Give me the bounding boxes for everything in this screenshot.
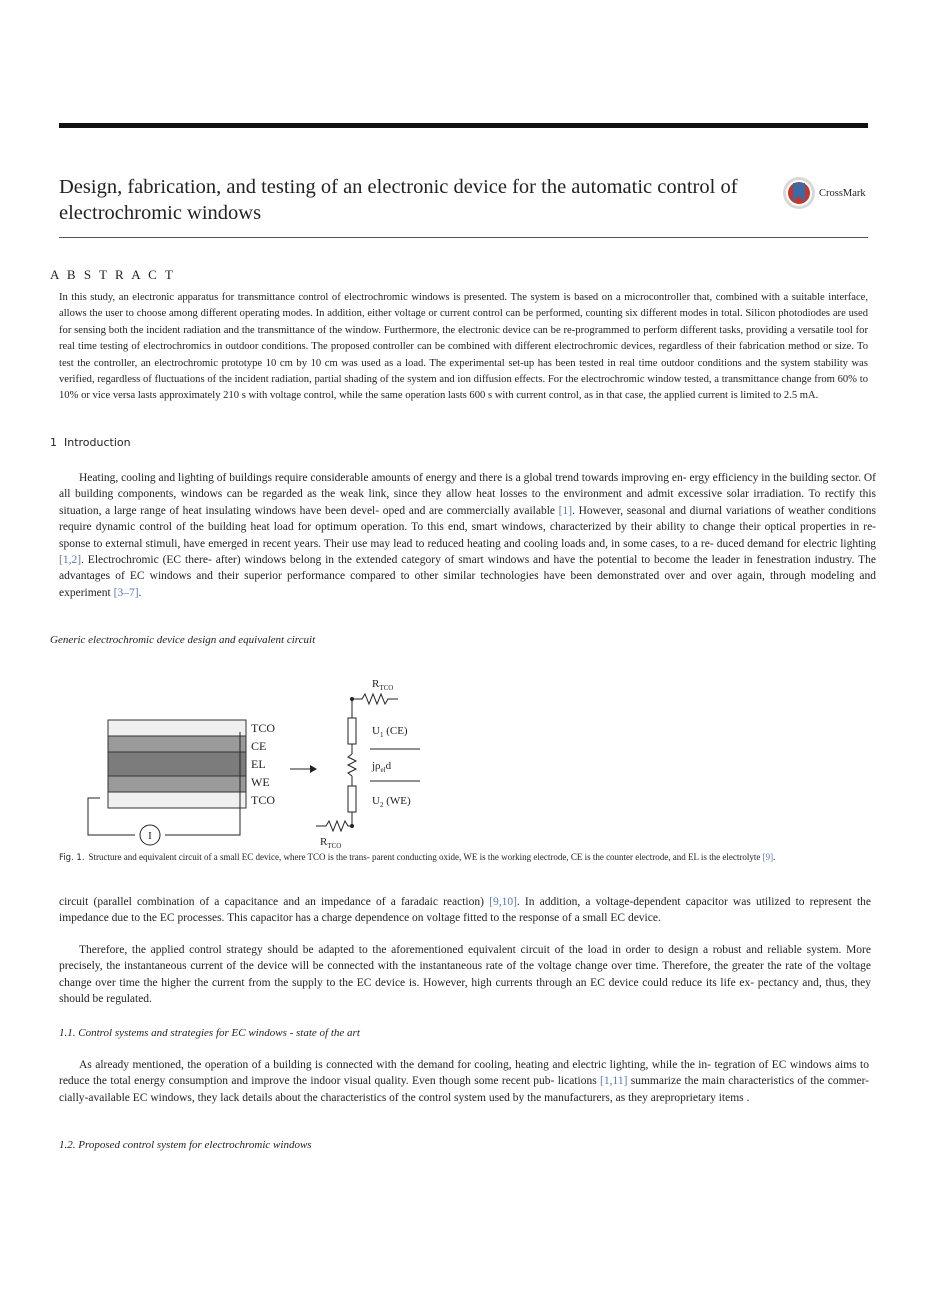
layer-label: EL bbox=[251, 757, 266, 771]
resistor-icon bbox=[316, 821, 352, 831]
text-run: . Electrochromic (EC there- after) windows belong in the extended category of smart windows and have the potential to become the leader in fenestration industry. The advantages of EC windows and their superior performance compared to other similar technologies have been demonstrated over and over again, through modeling and experiment bbox=[59, 554, 876, 599]
paragraph-2 bbox=[59, 894, 871, 927]
r-tco-top-label: $R_{TCO}$ bbox=[372, 678, 394, 692]
citation-link[interactable]: [1] bbox=[558, 504, 573, 517]
section-heading-introduction bbox=[50, 436, 131, 449]
citation-link[interactable]: [3–7] bbox=[113, 586, 139, 599]
subsection-heading-1-1: 1.1. Control systems and strategies for EC windows - state of the art bbox=[59, 1027, 360, 1039]
section-title: Introduction bbox=[64, 436, 131, 449]
layer-we bbox=[108, 776, 246, 792]
j-rho-label: $j\rho_{el}d$ bbox=[372, 760, 392, 774]
intro-paragraph-1 bbox=[59, 470, 876, 601]
paragraph-3: Therefore, the applied control strategy should be adapted to the aforementioned equivalent circuit of the load in order to design a robust and reliable system. More precisely, the instantaneous current of the device will be connected with the instantaneous rate of the voltage change over time. Therefore, the greater the rate of the voltage change over time the higher the current from the supply to the EC device is. However, high currents through an EC device could reduce its life ex- pectancy and, thus, they should be regulated. bbox=[59, 944, 871, 1006]
r-tco-bottom-label: $R_{TCO}$ bbox=[320, 836, 342, 850]
crossmark-logo-icon bbox=[782, 176, 816, 210]
abstract-text: In this study, an electronic apparatus for transmittance control of electrochromic windows is presented. The system is based on a microcontroller that, combined with a suitable interface, allows the user to choose among different operating modes. In addition, either voltage or current control can be performed, counting six different modes in total. Silicon photodiodes are used for sensing both the incident radiation and the transmittance of the window. Furthermore, the electronic device can be re-programmed to perform different tasks, providing a versatile tool for real time testing of electrochromics in outdoor conditions. The proposed controller can be combined with different electrochromic devices, regardless of their fabrication method or size. To test the controller, an electrochromic prototype 10 cm by 10 cm was used as a load. The experimental set-up has been tested in real time outdoor conditions and the system stability was verified, regardless of fluctuations of the incident radiation, partial shading of the system and ion diffusion effects. For the electrochromic window tested, a transmittance change from 60% to 10% or vice versa lasts approximately 210 s with voltage control, while the same operation lasts 600 s with current control, as in that case, the applied current is limited to 2.5 mA. bbox=[59, 292, 868, 402]
current-source-label: I bbox=[148, 830, 152, 842]
text-run: summarize the main characteristics of the commer- cially-available EC windows, they lack details about the characteristics of the control system used by the manufacturers, as they areproprietary items . bbox=[59, 1075, 869, 1104]
subsection-1-1-paragraph bbox=[59, 1057, 869, 1106]
layer-el bbox=[108, 752, 246, 776]
figure-label: Fig. 1. bbox=[59, 853, 85, 863]
resistor-icon bbox=[348, 754, 356, 776]
u1-label: $U_1$ (CE) bbox=[372, 725, 408, 739]
layer-label: TCO bbox=[251, 793, 275, 807]
text-run: . However, seasonal and diurnal variations of weather conditions require dynamic control of the building heat load for optimum operation. To this end, smart windows, characterized by their ability to change their optical properties in re- sponse to external stimuli, have emerged in recent years. Their use may lead to reduced heating and cooling loads and, in some cases, to a re- duced demand for electric lighting bbox=[59, 504, 876, 550]
caption-text: Structure and equivalent circuit of a small EC device, where TCO is the trans- parent conducting oxide, WE is the working electrode, CE is the counter electrode, and EL is the electrolyte bbox=[88, 852, 763, 862]
layer-label: WE bbox=[251, 775, 270, 789]
top-rule bbox=[59, 123, 868, 128]
title-divider bbox=[59, 237, 868, 238]
text-run: . bbox=[138, 586, 142, 599]
layer-ce bbox=[108, 736, 246, 752]
arrow-right-icon bbox=[310, 765, 317, 773]
figure-heading: Generic electrochromic device design and equivalent circuit bbox=[50, 634, 316, 646]
text-run: . bbox=[773, 852, 776, 862]
citation-link[interactable]: [9,10] bbox=[489, 896, 517, 908]
layer-label: TCO bbox=[251, 721, 275, 735]
impedance-u2 bbox=[348, 786, 356, 812]
citation-link[interactable]: [1,11] bbox=[600, 1075, 628, 1088]
layer-tco-bottom bbox=[108, 792, 246, 808]
impedance-u1 bbox=[348, 718, 356, 744]
text-run: . In addition, a voltage-dependent capacitor was utilized to represent the impedance due to the EC processes. This capacitor has a charge dependence on voltage fitted to the response of a small EC device. bbox=[59, 896, 871, 925]
section-number: 1 bbox=[50, 436, 57, 449]
resistor-icon bbox=[354, 694, 398, 704]
text-run: As already mentioned, the operation of a building is connected with the demand for cooling, heating and electric lighting, while the in- tegration of EC windows aims to reduce the total energy consumption and improve the indoor visual quality. Even though some recent pub- lications bbox=[59, 1059, 869, 1088]
figure-caption bbox=[59, 849, 871, 866]
layer-tco-top bbox=[108, 720, 246, 736]
text-run: circuit (parallel combination of a capacitance and an impedance of a faradaic reaction) bbox=[59, 896, 490, 908]
citation-link[interactable]: [1,2] bbox=[59, 554, 82, 567]
article-title: Design, fabrication, and testing of an electronic device for the automatic control of electrochromic windows bbox=[59, 176, 738, 224]
crossmark-label: CrossMark bbox=[819, 187, 866, 199]
text-run: Heating, cooling and lighting of buildings require considerable amounts of energy and there is a global trend towards improving en- ergy efficiency in the building sector. Of all building components, windows can be regarded as the weak link, since they allow heat losses to the environment and admit excessive solar irradiation. To rectify this situation, a large range of heat insulating windows have been devel- oped and are commercially available bbox=[59, 472, 876, 517]
u2-label: $U_2$ (WE) bbox=[372, 795, 411, 809]
layer-label: CE bbox=[251, 739, 267, 753]
abstract-heading: A B S T R A C T bbox=[50, 267, 176, 282]
subsection-heading-1-2: 1.2. Proposed control system for electrochromic windows bbox=[59, 1139, 312, 1151]
crossmark-badge[interactable] bbox=[782, 176, 872, 210]
ec-device-figure bbox=[80, 670, 510, 860]
citation-link[interactable]: [9] bbox=[762, 852, 774, 862]
